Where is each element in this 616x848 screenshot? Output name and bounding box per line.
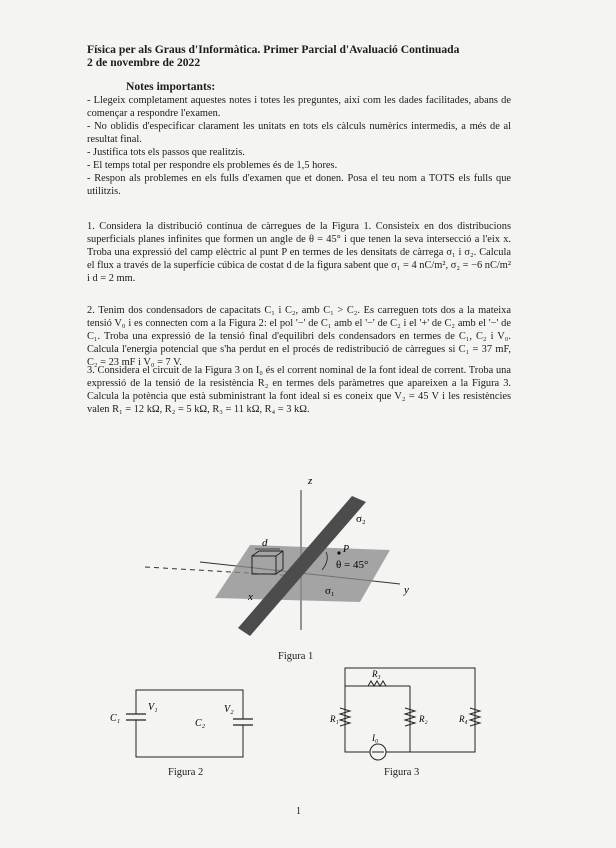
note-item: - El temps total per respondre els problemes és de 1,5 hores. [87,160,338,171]
r4-label: R₄ [459,714,468,724]
c2-label: C₂ [195,718,206,729]
x-label: x [248,591,253,603]
p-label: P [343,544,350,555]
r3-label: R₃ [372,669,381,679]
problem-3: 3. Considera el circuit de la Figura 3 on I₀ és el corrent nominal de la font ideal de corrent. Troba una expressió de la tensió de la resistència R₂ en termes dels paràmetres que apareixen a la Figura 3. Calcula la potència que està subministrant la font ideal si es coneix que V₂ = 45 V i les resistències valen R₁ = 12 kΩ, R₂ = 5 kΩ, R₃ = 11 kΩ, R₄ = 3 kΩ. [87,365,511,415]
note-item: - No oblidis d'especificar clarament les unitats en tots els càlculs numèrics intermedis, a més de al resultat final. [87,121,511,145]
r2-label: R₂ [419,714,428,724]
figure-2-caption: Figura 2 [168,767,204,778]
figure-3-caption: Figura 3 [384,767,420,778]
note-item: - Respon als problemes en els fulls d'examen que et donen. Posa el teu nom a TOTS els fulls que utilitzis. [87,173,511,197]
note-item: - Justifica tots els passos que realitzis. [87,147,245,158]
problem-2: 2. Tenim dos condensadors de capacitats C₁ i C₂, amb C₁ > C₂. Es carreguen tots dos a la mateixa tensió V₀ i es connecten com a la Figura 2: el pol '−' de C₁ amb el '−' de C₂ i el '+' de C₂ amb el '−' de C₁. Troba una expressió de la tensió final d'equilibri dels condensadors en termes de C₁, C₂ i V₀. Calcula l'energia potencial que s'ha perdut en el procés de redistribució de càrregues si C₁ = 37 mF, C₂ = 23 mF i V₀ = 7 V. [87,305,511,368]
v1-label: V₁ [148,702,158,713]
notes-heading: Notes importants: [126,80,216,93]
d-label: d [262,537,268,549]
figure-1-caption: Figura 1 [278,651,314,662]
sigma1-label: σ₁ [325,585,335,597]
i0-label: I₀ [372,733,379,743]
z-label: z [308,475,313,487]
note-item: - Llegeix completament aquestes notes i totes les preguntes, així com les dades facilitades, abans de començar a respondre l'examen. [87,95,511,119]
problem-1: 1. Considera la distribució contínua de càrregues de la Figura 1. Consisteix en dos distribucions superficials planes infinites que formen un angle de θ = 45° i que tenen la seva intersecció a l'eix x. Troba una expressió del camp elèctric al punt P en termes de les densitats de càrrega σ₁ i σ₂. Calcula el flux a través de la superfície cúbica de costat d de la figura sabent que σ₁ = 4 nC/m², σ₂ = −6 nC/m² i d = 2 mm. [87,221,511,284]
v2-label: V₂ [224,704,234,715]
sigma2-label: σ₂ [356,513,366,525]
title-line-1: Física per als Graus d'Informàtica. Primer Parcial d'Avaluació Continuada [87,43,460,56]
title-line-2: 2 de novembre de 2022 [87,56,201,69]
y-label: y [404,584,409,596]
r1-label: R₁ [330,714,339,724]
resistor-r3 [368,681,386,686]
page-number: 1 [296,806,301,817]
theta-label: θ = 45° [336,559,369,571]
c1-label: C₁ [110,713,121,724]
